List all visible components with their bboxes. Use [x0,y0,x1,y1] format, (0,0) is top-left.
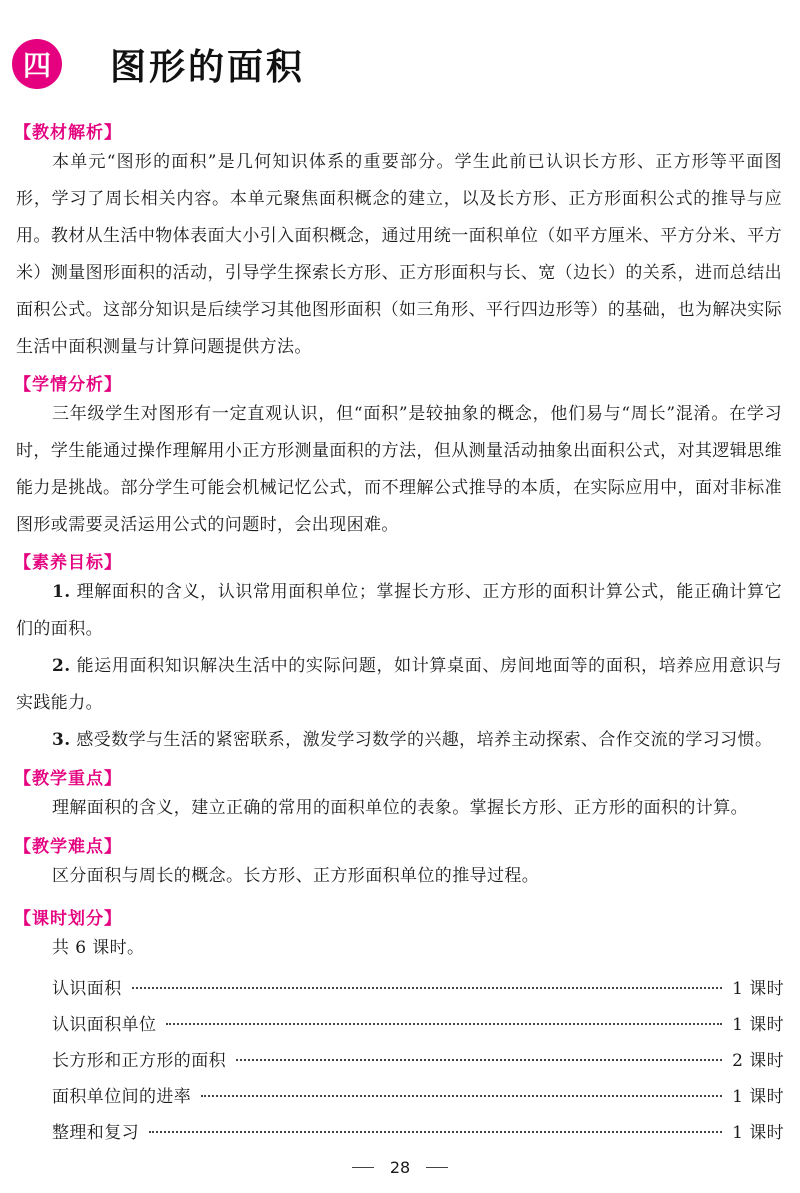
dot-leader [149,1131,722,1133]
dot-leader [166,1023,722,1025]
dot-leader [201,1095,722,1097]
page-title: 图形的面积 [110,46,306,88]
literacy-goal-item [16,722,782,759]
difficulties-paragraph: 区分面积与周长的概念。长方形、正方形面积单位的推导过程。 [52,866,540,886]
goal-number: 1. [52,582,71,602]
lesson-hours: 1 课时 [732,1123,784,1143]
section-heading-difficulties: 【教学难点】 [14,837,122,857]
lesson-name: 整理和复习 [52,1123,139,1143]
literacy-goal-item [16,574,782,648]
lesson-name: 面积单位间的进率 [52,1087,192,1107]
goal-text: 能运用面积知识解决生活中的实际问题，如计算桌面、房间地面等的面积，培养应用意识与实践能力。 [16,656,782,713]
goal-text: 理解面积的含义，认识常用面积单位；掌握长方形、正方形的面积计算公式，能正确计算它们的面积。 [16,582,782,639]
section-heading-key-points: 【教学重点】 [14,769,122,789]
lesson-hours: 2 课时 [732,1051,784,1071]
chapter-header [12,38,305,90]
lesson-name: 认识面积 [52,979,122,999]
lesson-name: 长方形和正方形的面积 [52,1051,226,1071]
lesson-hours: 1 课时 [732,1087,784,1107]
goal-number: 2. [52,656,71,676]
footer-dash-left [352,1167,374,1168]
schedule-row [52,974,784,1004]
page-footer [0,1158,800,1177]
section-heading-schedule: 【课时划分】 [14,909,122,929]
lesson-hours: 1 课时 [732,1015,784,1035]
page-number: 28 [389,1158,411,1177]
textbook-analysis-paragraph: 本单元“图形的面积”是几何知识体系的重要部分。学生此前已认识长方形、正方形等平面图形，学习了周长相关内容。本单元聚焦面积概念的建立，以及长方形、正方形面积公式的推导与应用。教材从生活中物体表面大小引入面积概念，通过用统一面积单位（如平方厘米、平方分米、平方米）测量图形面积的活动，引导学生探索长方形、正方形面积与长、宽（边长）的关系，进而总结出面积公式。这部分知识是后续学习其他图形面积（如三角形、平行四边形等）的基础，也为解决实际生活中面积测量与计算问题提供方法。 [16,152,782,357]
dot-leader [132,987,723,989]
dot-leader [236,1059,722,1061]
schedule-total: 共 6 课时。 [52,938,145,958]
schedule-row [52,1118,784,1148]
chapter-number-badge: 四 [12,39,62,89]
goal-text: 感受数学与生活的紧密联系，激发学习数学的兴趣，培养主动探索、合作交流的学习习惯。 [76,730,773,750]
schedule-row [52,1010,784,1040]
section-heading-learner-analysis: 【学情分析】 [14,375,122,395]
goal-number: 3. [52,730,71,750]
section-heading-literacy-goals: 【素养目标】 [14,553,122,573]
lesson-name: 认识面积单位 [52,1015,157,1035]
key-points-paragraph: 理解面积的含义，建立正确的常用的面积单位的表象。掌握长方形、正方形的面积的计算。 [52,798,748,818]
literacy-goal-item [16,648,782,722]
schedule-row [52,1082,784,1112]
section-heading-textbook-analysis: 【教材解析】 [14,123,122,143]
schedule-row [52,1046,784,1076]
footer-dash-right [426,1167,448,1168]
learner-analysis-paragraph: 三年级学生对图形有一定直观认识，但“面积”是较抽象的概念，他们易与“周长”混淆。在学习时，学生能通过操作理解用小正方形测量面积的方法，但从测量活动抽象出面积公式，对其逻辑思维能力是挑战。部分学生可能会机械记忆公式，而不理解公式推导的本质，在实际应用中，面对非标准图形或需要灵活运用公式的问题时，会出现困难。 [16,404,782,535]
lesson-hours: 1 课时 [732,979,784,999]
